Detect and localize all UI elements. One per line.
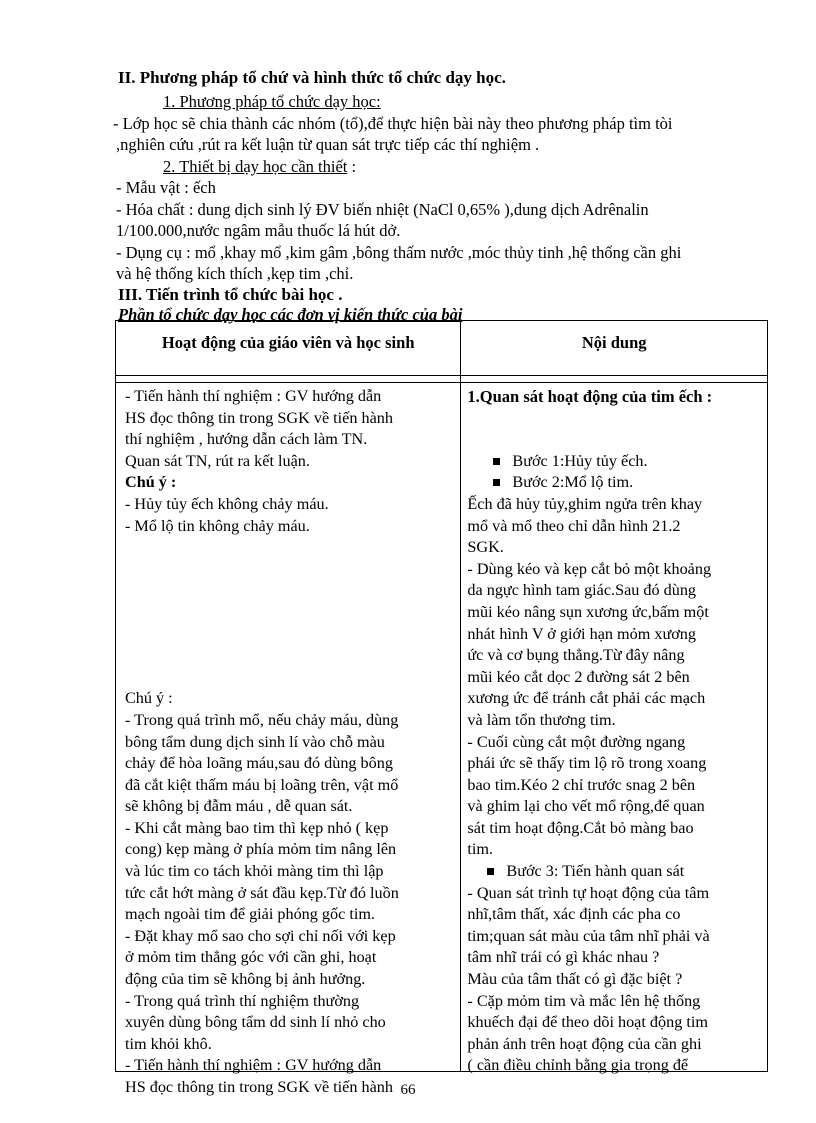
text-line: - Trong quá trình thí nghiệm thường xyxy=(125,991,360,1010)
dung-cu-line-2: và hệ thống kích thích ,kẹp tim ,chỉ. xyxy=(116,264,354,283)
text-line xyxy=(116,667,460,689)
table-body-row xyxy=(116,383,768,1072)
text-line: - Khi cắt màng bao tim thì kẹp nhỏ ( kẹp xyxy=(125,818,389,837)
text-line: đã cắt kiệt thấm máu bị loãng trên, vật mổ xyxy=(125,775,399,794)
content-blank-2 xyxy=(461,429,767,451)
text-line: ( cần điều chỉnh bằng gia trọng để xyxy=(467,1056,689,1075)
text-line: tim khỏi khô. xyxy=(125,1034,212,1053)
item-2-title xyxy=(163,157,356,177)
section-2-heading: II. Phương pháp tổ chứ và hình thức tổ chức dạy học. xyxy=(118,68,506,87)
text-line: tim;quan sát màu của tâm nhĩ phải và xyxy=(467,926,710,945)
text-line: khuếch đại để theo dõi hoạt động tim xyxy=(467,1013,708,1032)
text-line xyxy=(116,537,460,559)
step-3-text: Bước 3: Tiến hành quan sát xyxy=(506,862,685,881)
text-line: nhát hình V ở giới hạn mỏm xương xyxy=(467,624,696,643)
content-lines xyxy=(461,383,767,1075)
text-line xyxy=(116,645,460,667)
table-header-row xyxy=(116,321,768,376)
text-line: - Dùng kéo và kẹp cắt bỏ một khoảng xyxy=(467,559,712,578)
step-3-item xyxy=(461,861,767,883)
text-line: Chú ý : xyxy=(125,689,173,708)
square-bullet-icon xyxy=(493,458,500,465)
text-line: mổ và mổ theo chỉ dẫn hình 21.2 xyxy=(467,516,681,535)
step-2-text: Bước 2:Mổ lộ tim. xyxy=(512,473,634,492)
text-line: mũi kéo nâng sụn xương ức,bấm một xyxy=(467,602,709,621)
page-number: 66 xyxy=(400,1082,416,1098)
text-line: ức và cơ bụng thẳng.Từ đây nâng xyxy=(467,646,685,665)
text-line: - Đặt khay mổ sao cho sợi chỉ nối với kẹp xyxy=(125,926,396,945)
text-line: - Quan sát trình tự hoạt động của tâm xyxy=(467,883,710,902)
header-content: Nội dung xyxy=(461,321,768,376)
text-line: mũi kéo cắt dọc 2 đường sát 2 bên xyxy=(467,667,690,686)
text-line: và ghim lại cho vết mổ rộng,để quan xyxy=(467,797,705,816)
text-line: Màu của tâm thất có gì đặc biệt ? xyxy=(467,970,683,989)
text-line: sát tim hoạt động.Cắt bỏ màng bao xyxy=(467,818,694,837)
text-line: sẽ không bị đẫm máu , dễ quan sát. xyxy=(125,797,353,816)
text-line: - Tiến hành thí nghiệm : GV hướng dẫn xyxy=(125,387,382,405)
spacer-cell-right xyxy=(461,376,768,383)
item-1-text-line-2: ,nghiên cứu ,rút ra kết luận từ quan sát trực tiếp các thí nghiệm . xyxy=(116,135,540,154)
section-3-heading: III. Tiến trình tổ chức bài học . xyxy=(118,285,343,304)
text-line: Chú ý : xyxy=(125,473,177,492)
table-spacer-row xyxy=(116,376,768,383)
square-bullet-icon xyxy=(493,479,500,486)
mau-vat-line: - Mẫu vật : ếch xyxy=(116,178,216,197)
item-1-title-text: 1. Phương pháp tổ chức dạy học: xyxy=(163,92,381,111)
content-blank-1 xyxy=(461,408,767,430)
text-line: da ngực hình tam giác.Sau đó dùng xyxy=(467,581,697,600)
text-line: thí nghiệm , hướng dẫn cách làm TN. xyxy=(125,430,368,449)
text-line: phản ánh trên hoạt động của cần ghi xyxy=(467,1034,702,1053)
step-1-text: Bước 1:Hủy tủy ếch. xyxy=(512,451,648,470)
text-line: Ếch đã hủy tủy,ghim ngửa trên khay xyxy=(467,494,703,513)
text-line: tâm nhĩ trái có gì khác nhau ? xyxy=(467,948,660,967)
text-line: - Trong quá trình mổ, nếu chảy máu, dùng xyxy=(125,710,399,729)
text-line: - Mổ lộ tin không chảy máu. xyxy=(125,516,310,535)
text-line: - Cặp mỏm tim và mắc lên hệ thống xyxy=(467,991,701,1010)
text-line: động của tim sẽ không bị ảnh hưởng. xyxy=(125,970,366,989)
text-line: - Hủy tủy ếch không chảy máu. xyxy=(125,494,329,513)
text-line: nhĩ,tâm thất, xác định các pha co xyxy=(467,905,681,924)
spacer-cell-left xyxy=(116,376,461,383)
text-line: mạch ngoài tim để giải phóng gốc tim. xyxy=(125,905,375,924)
text-line: phái ức sẽ thấy tim lộ rõ trong xoang xyxy=(467,754,707,773)
content-paragraph-a xyxy=(461,494,767,861)
text-line: ở mỏm tim thẳng góc với cần ghi, hoạt xyxy=(125,948,377,967)
content-title: 1.Quan sát hoạt động của tim ếch : xyxy=(467,387,713,406)
dung-cu-line-1: - Dụng cụ : mổ ,khay mổ ,kim gâm ,bông thấm nước ,móc thủy tinh ,hệ thống cần ghi xyxy=(116,243,682,262)
item-1-title xyxy=(163,92,381,112)
text-line: HS đọc thông tin trong SGK về tiến hành xyxy=(125,408,393,427)
hoa-chat-line-1: - Hóa chất : dung dịch sinh lý ĐV biến nhiệt (NaCl 0,65% ),dung dịch Adrênalin xyxy=(116,200,649,219)
text-line: - Cuối cùng cắt một đường ngang xyxy=(467,732,686,751)
step-2-item xyxy=(461,472,767,494)
text-line: tức cắt hớt màng ở sát đầu kẹp.Từ đó luồn xyxy=(125,883,399,902)
content-cell xyxy=(461,383,768,1075)
item-1-text-line-1: - Lớp học sẽ chia thành các nhóm (tổ),để thực hiện bài này theo phương pháp tìm tòi xyxy=(113,114,673,133)
square-bullet-icon xyxy=(487,868,494,875)
item-2-title-text: 2. Thiết bị dạy học cần thiết xyxy=(163,157,348,176)
text-line: SGK. xyxy=(467,538,504,557)
content-paragraph-b xyxy=(461,883,767,1077)
text-line: Quan sát TN, rút ra kết luận. xyxy=(125,451,310,470)
text-line: cong) kẹp màng ở phía mỏm tim nâng lên xyxy=(125,840,397,859)
text-line: - Tiến hành thí nghiệm : GV hướng dẫn xyxy=(125,1056,382,1075)
text-line xyxy=(116,559,460,581)
text-line: bông tẩm dung dịch sinh lí vào chỗ màu xyxy=(125,732,385,751)
text-line: bao tim.Kéo 2 chỉ trước snag 2 bên xyxy=(467,775,696,794)
text-line: và làm tổn thương tim. xyxy=(467,710,616,729)
text-line: HS đọc thông tin trong SGK về tiến hành xyxy=(125,1078,393,1096)
text-line xyxy=(116,602,460,624)
text-line xyxy=(116,624,460,646)
text-line: xuyên dùng bông tẩm dd sinh lí nhỏ cho xyxy=(125,1013,386,1032)
text-line: xương ức để tránh cắt phải các mạch xyxy=(467,689,706,708)
text-line: chảy để hòa loãng máu,sau đó dùng bông xyxy=(125,754,393,773)
hoa-chat-line-2: 1/100.000,nước ngâm mẫu thuốc lá hút dở. xyxy=(116,221,401,240)
text-line: tim. xyxy=(467,840,494,859)
item-2-title-suffix: : xyxy=(347,157,357,176)
text-line: và lúc tim co tách khỏi màng tim thì lập xyxy=(125,862,384,881)
step-1-item xyxy=(461,451,767,473)
text-line xyxy=(116,580,460,602)
header-teacher-student-activity: Hoạt động của giáo viên và học sinh xyxy=(116,321,461,376)
section-3-subheading: Phần tổ chức dạy học các đơn vị kiến thức của bài xyxy=(118,305,463,324)
